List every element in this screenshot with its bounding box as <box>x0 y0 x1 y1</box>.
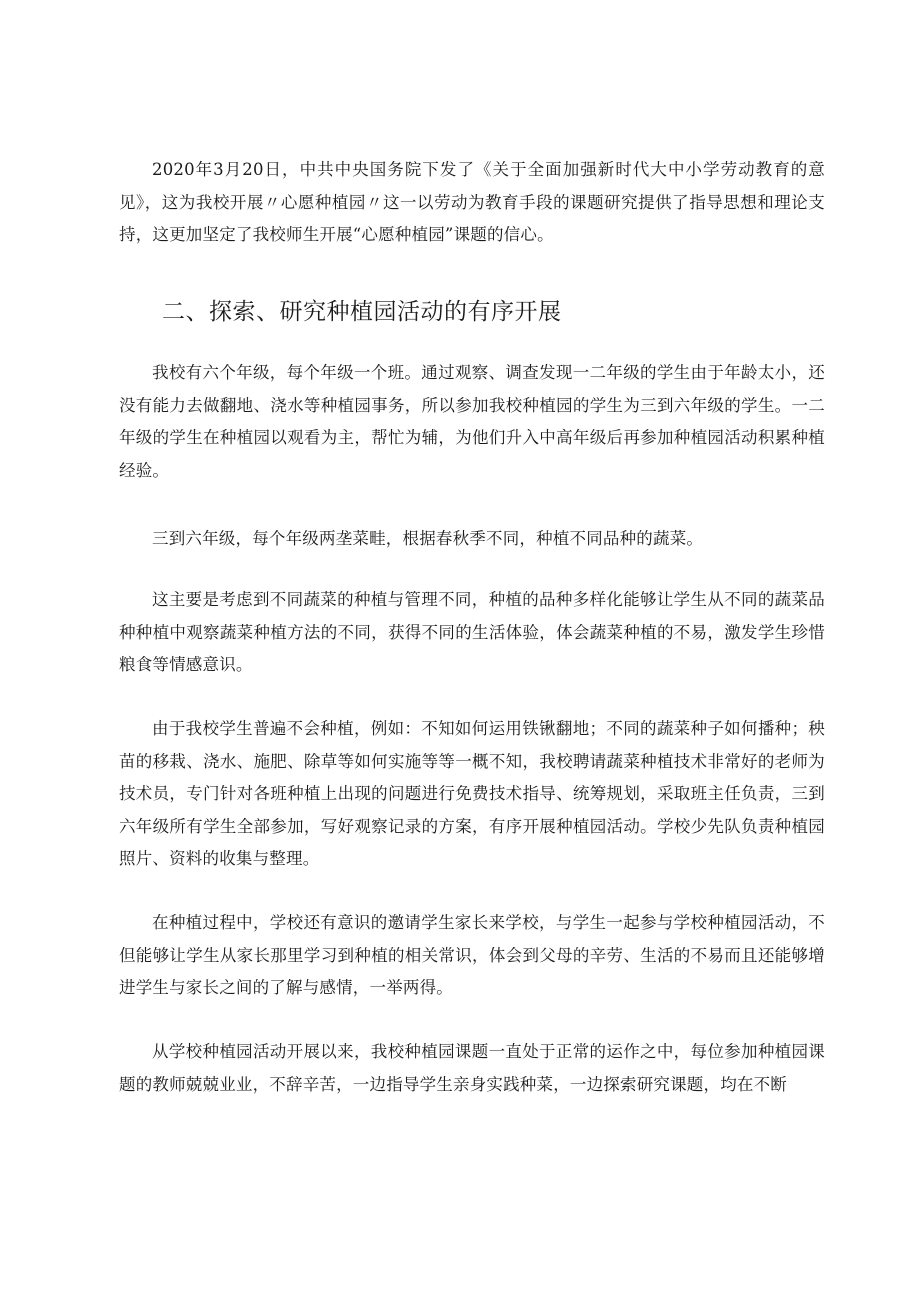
paragraph-technical-guidance: 由于我校学生普遍不会种植，例如：不知如何运用铁锹翻地；不同的蔬菜种子如何播种；秧苗的移栽、浇水、施肥、除草等如何实施等等一概不知，我校聘请蔬菜种植技术非常好的老师为技术员，专门针对各班种植上出现的问题进行免费技术指导、统筹规划，采取班主任负责，三到六年级所有学生全部参加，写好观察记录的方案，有序开展种植园活动。学校少先队负责种植园照片、资料的收集与整理。 <box>119 719 825 868</box>
paragraph-vegetable-beds: 三到六年级，每个年级两垄菜畦，根据春秋季不同，种植不同品种的蔬菜。 <box>152 529 704 548</box>
paragraph-variety-reason: 这主要是考虑到不同蔬菜的种植与管理不同，种植的品种多样化能够让学生从不同的蔬菜品种种植中观察蔬菜种植方法的不同，获得不同的生活体验，体会蔬菜种植的不易，激发学生珍惜粮食等情感意识。 <box>119 590 825 674</box>
paragraph-grade-structure: 我校有六个年级，每个年级一个班。通过观察、调查发现一二年级的学生由于年龄太小，还没有能力去做翻地、浇水等种植园事务，所以参加我校种植园的学生为三到六年级的学生。一二年级的学生在种植园以观看为主，帮忙为辅，为他们升入中高年级后再参加种植园活动积累种植经验。 <box>119 363 825 480</box>
paragraph-parent-participation: 在种植过程中，学校还有意识的邀请学生家长来学校，与学生一起参与学校种植园活动，不但能够让学生从家长那里学习到种植的相关常识，体会到父母的辛劳、生活的不易而且还能够增进学生与家长之间的了解与感情，一举两得。 <box>119 913 825 997</box>
paragraph-labor-education-policy: 2020年3月20日，中共中央国务院下发了《关于全面加强新时代大中小学劳动教育的意见》，这为我校开展〃心愿种植园〃这一以劳动为教育手段的课题研究提供了指导思想和理论支持，这更加坚定了我校师生开展“心愿种植园”课题的信心。 <box>119 160 825 244</box>
section-heading: 二、探索、研究种植园活动的有序开展 <box>162 299 562 325</box>
paragraph-ongoing-research: 从学校种植园活动开展以来，我校种植园课题一直处于正常的运作之中，每位参加种植园课题的教师兢兢业业，不辞辛苦，一边指导学生亲身实践种菜，一边探索研究课题，均在不断 <box>119 1042 825 1094</box>
